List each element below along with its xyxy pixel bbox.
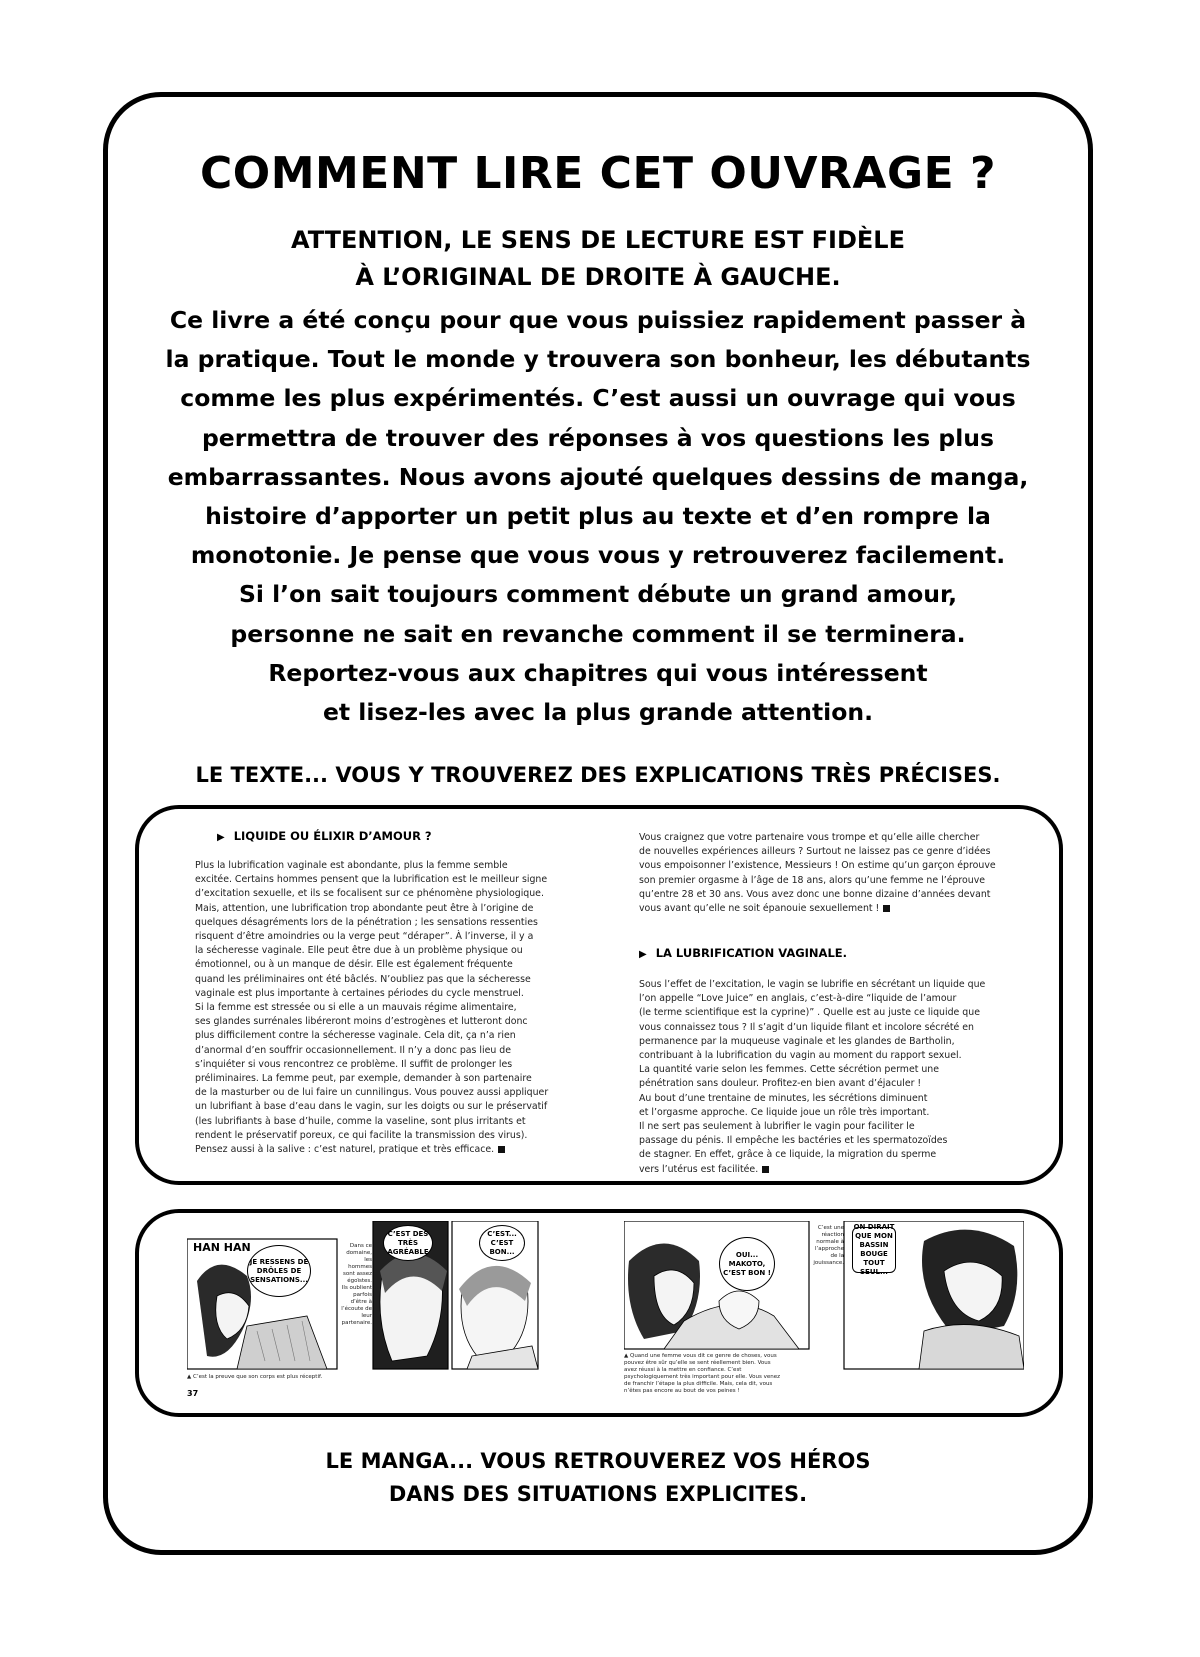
body-line: s’inquiéter si vous rencontrez ce problème. Il suffit de prolonger les — [195, 1058, 513, 1070]
body-line: vous connaissez tous ? Il s’agit d’un liquide filant et incolore sécrété en — [639, 1021, 974, 1033]
page-number: 37 — [187, 1389, 199, 1398]
body-line: et l’orgasme approche. Ce liquide joue un rôle très important. — [639, 1106, 930, 1118]
body-line: vaginale est plus importante à certaines périodes du cycle menstruel. — [195, 987, 524, 999]
sound-effect: HAN HAN — [193, 1241, 251, 1254]
body-line: qu’entre 28 et 30 ans. Vous avez donc une bonne dizaine d’années devant — [639, 888, 991, 900]
body-line: d’excitation sexuelle, et ils se focalisent sur ce phénomène physiologique. — [195, 888, 544, 900]
body-line: l’on appelle “Love Juice” en anglais, c’est-à-dire “liquide de l’amour — [639, 993, 957, 1005]
body-line: d’anormal d’en souffrir occasionnellement. Il n’y a donc pas lieu de — [195, 1044, 512, 1056]
intro-line: comme les plus expérimentés. C’est aussi un ouvrage qui vous — [180, 384, 1016, 413]
right-paragraph-2 — [639, 978, 985, 1177]
body-line: Vous craignez que votre partenaire vous trompe et qu’elle aille chercher — [639, 832, 980, 843]
body-line: contribuant à la lubrification du vagin au moment du rapport sexuel. — [639, 1050, 962, 1062]
right-heading-text: LA LUBRIFICATION VAGINALE. — [655, 946, 848, 960]
manga-section-caption — [103, 1445, 1093, 1511]
subtitle-line: ATTENTION, LE SENS DE LECTURE EST FIDÈLE — [291, 226, 905, 254]
end-mark-icon — [883, 905, 890, 912]
body-line: Si la femme est stressée ou si elle a un mauvais régime alimentaire, — [195, 1002, 517, 1014]
speech-bubble: C’EST DES TRÈS AGRÉABLE — [383, 1225, 433, 1261]
body-line-text: Pensez aussi à la salive : c’est naturel, pratique et très efficace. — [195, 1144, 495, 1156]
text-section-caption: LE TEXTE... VOUS Y TROUVEREZ DES EXPLICATIONS TRÈS PRÉCISES. — [195, 763, 1001, 787]
body-line: (les lubrifiants à base d’huile, comme la vaseline, sont plus irritants et — [195, 1115, 526, 1127]
body-line-text: vers l’utérus est facilitée. — [639, 1163, 759, 1175]
image-caption: ▲ Quand une femme vous dit ce genre de choses, vous pouvez être sûr qu’elle se sent réellement bien. Vous avez réussi à la mettre en confiance. C’est psychologiquement très important pour elle. Vous venez de franchir l’étape la plus difficile. Mais, cela dit, vous n’êtes pas encore au bout de vos peines ! — [624, 1353, 780, 1394]
body-line: la sécheresse vaginale. Elle peut être due à un problème physique ou — [195, 945, 523, 957]
body-line-text: vous avant qu’elle ne soit épanouie sexuellement ! — [639, 903, 880, 915]
image-caption-text: Quand une femme vous dit ce genre de choses, vous pouvez être sûr qu’elle se sent réellement bien. Vous avez réussi à la mettre en confiance. C’est psychologiquement très important pour elle. Vous venez de franchir l’étape la plus difficile. Mais, cela dit, vous n’êtes pas encore au bout de vos peines ! — [624, 1353, 780, 1394]
side-note: Dans ce domaine, les hommes sont assez égoïstes. Ils oublient parfois d’être à l’écoute de leur partenaire. — [341, 1243, 372, 1326]
body-line: préliminaires. La femme peut, par exemple, demander à son partenaire — [195, 1073, 532, 1085]
caption-line: DANS DES SITUATIONS EXPLICITES. — [388, 1482, 808, 1506]
page-title: COMMENT LIRE CET OUVRAGE ? — [200, 148, 996, 199]
body-line: risquent d’être amoindries ou la verge peut “déraper”. À l’inverse, il y a — [195, 931, 534, 943]
body-line: passage du pénis. Il empêche les bactéries et les spermatozoïdes — [639, 1135, 948, 1147]
left-heading — [217, 829, 432, 843]
body-line: quelques désagréments lors de la pénétration ; les sensations ressenties — [195, 916, 538, 928]
body-line: plus difficilement contre la sécheresse vaginale. Cela dit, ça n’a rien — [195, 1030, 516, 1042]
body-line: Sous l’effet de l’excitation, le vagin se lubrifie en sécrétant un liquide que — [639, 979, 986, 990]
end-mark-icon — [498, 1146, 505, 1153]
speech-bubble: C’EST... C’EST BON... — [479, 1225, 525, 1261]
body-line: de la masturber ou de lui faire un cunnilingus. Vous pouvez aussi appliquer — [195, 1087, 549, 1099]
side-note: C’est une réaction normale à l’approche de la jouissance. — [813, 1225, 844, 1266]
body-line: son premier orgasme à l’âge de 18 ans, alors qu’une femme ne l’éprouve — [639, 874, 986, 886]
image-caption: ▲ C’est la preuve que son corps est plus réceptif. — [187, 1374, 323, 1380]
left-column-text — [195, 859, 567, 1157]
intro-line: permettra de trouver des réponses à vos questions les plus — [201, 423, 995, 452]
body-line: vous empoisonner l’existence, Messieurs ! On estime qu’un garçon éprouve — [639, 860, 996, 872]
intro-line: Ce livre a été conçu pour que vous puissiez rapidement passer à — [169, 306, 1027, 334]
subtitle-line: À L’ORIGINAL DE DROITE À GAUCHE. — [355, 263, 841, 291]
body-line: un lubrifiant à base d’eau dans le vagin, sur les doigts ou sur le préservatif — [195, 1101, 548, 1113]
body-line: Plus la lubrification vaginale est abondante, plus la femme semble — [195, 860, 508, 871]
caption-line: LE MANGA... VOUS RETROUVEREZ VOS HÉROS — [325, 1449, 871, 1473]
text-example-panel — [135, 805, 1063, 1185]
end-mark-icon — [762, 1166, 769, 1173]
intro-line: Si l’on sait toujours comment débute un grand amour, — [238, 580, 958, 609]
speech-bubble: OUI... MAKOTO, C’EST BON ! — [719, 1237, 775, 1291]
image-caption-text: C’est la preuve que son corps est plus réceptif. — [192, 1374, 323, 1380]
intro-line: personne ne sait en revanche comment il se terminera. — [230, 619, 966, 648]
body-line: Il ne sert pas seulement à lubrifier le vagin pour faciliter le — [639, 1121, 915, 1133]
body-line — [639, 902, 999, 916]
manga-page-right — [624, 1221, 1024, 1403]
body-line: rendent le préservatif poreux, ce qui facilite la transmission des virus). — [195, 1129, 528, 1141]
intro-line: embarrassantes. Nous avons ajouté quelques dessins de manga, — [167, 462, 1029, 491]
body-line: ses glandes surrénales libéreront moins d’estrogènes et lutteront donc — [195, 1016, 528, 1028]
body-line: excitée. Certains hommes pensent que la lubrification est le meilleur signe — [195, 874, 548, 886]
intro-line: histoire d’apporter un petit plus au texte et d’en rompre la — [205, 502, 991, 531]
body-line — [639, 1163, 985, 1177]
speech-bubble: JE RESSENS DE DRÔLES DE SENSATIONS... — [247, 1245, 311, 1297]
thought-box: ON DIRAIT QUE MON BASSIN BOUGE TOUT SEUL... — [853, 1223, 895, 1276]
intro-paragraph — [150, 301, 1046, 732]
triangle-bullet-icon: ▶ — [217, 832, 225, 843]
body-line: émotionnel, ou à un manque de désir. Elle est également fréquente — [195, 959, 513, 971]
manga-page-left — [187, 1221, 623, 1403]
reading-direction-notice — [103, 222, 1093, 296]
manga-example-panel — [135, 1209, 1063, 1417]
triangle-bullet-icon: ▶ — [639, 949, 647, 960]
right-heading — [639, 946, 847, 960]
body-line: quand les préliminaires ont été bâclés. N’oubliez pas que la sécheresse — [195, 973, 531, 985]
body-line: (le terme scientifique est la cyprine)” . Quelle est au juste ce liquide que — [639, 1007, 980, 1019]
body-line: Au bout d’une trentaine de minutes, les sécrétions diminuent — [639, 1092, 928, 1104]
body-line: La quantité varie selon les femmes. Cette sécrétion permet une — [639, 1064, 940, 1076]
body-line: permanence par la muqueuse vaginale et les glandes de Bartholin, — [639, 1035, 955, 1047]
intro-line: et lisez-les avec la plus grande attention. — [322, 698, 874, 727]
intro-line: la pratique. Tout le monde y trouvera son bonheur, les débutants — [165, 345, 1031, 374]
body-line: de stagner. En effet, grâce à ce liquide, la migration du sperme — [639, 1149, 937, 1161]
body-line: pénétration sans douleur. Profitez-en bien avant d’éjaculer ! — [639, 1078, 922, 1090]
body-line: de nouvelles expériences ailleurs ? Surtout ne laissez pas ce genre d’idées — [639, 846, 991, 858]
intro-line: Reportez-vous aux chapitres qui vous intéressent — [268, 658, 928, 687]
body-line: Mais, attention, une lubrification trop abondante peut être à l’origine de — [195, 902, 534, 914]
left-heading-text: LIQUIDE OU ÉLIXIR D’AMOUR ? — [233, 829, 432, 843]
body-line — [195, 1143, 567, 1157]
intro-line: monotonie. Je pense que vous vous y retrouverez facilement. — [190, 541, 1006, 570]
